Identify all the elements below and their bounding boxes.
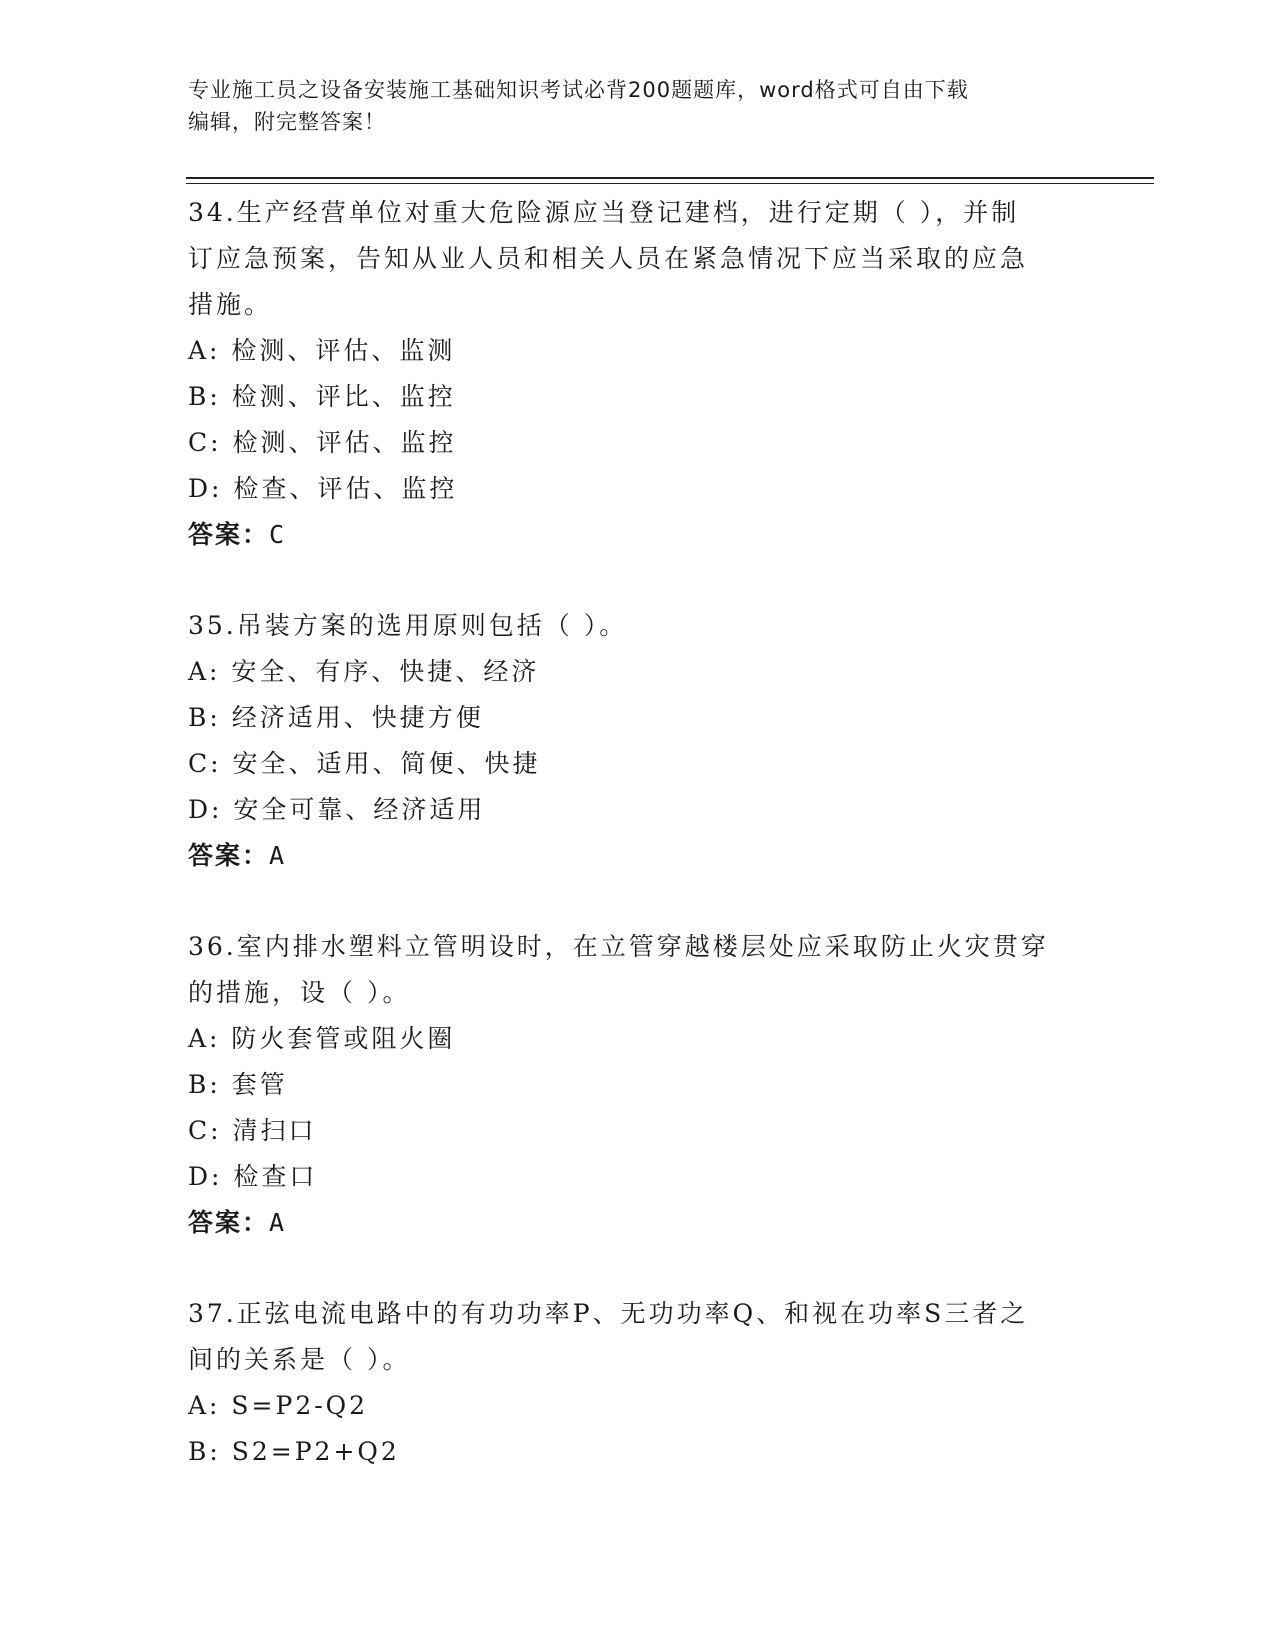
question-text-line: 37.正弦电流电路中的有功功率P、无功功率Q、和视在功率S三者之 [188,1299,1029,1328]
header-divider-thick [186,177,1154,179]
option-c: C: 清扫口 [188,1116,317,1145]
option-d: D: 检查口 [188,1162,318,1191]
option-d: D: 检查、评估、监控 [188,474,458,503]
option-b: B: 套管 [188,1070,288,1099]
option-d: D: 安全可靠、经济适用 [188,795,486,824]
question-text-line: 订应急预案，告知从业人员和相关人员在紧急情况下应当采取的应急 [188,244,1029,273]
answer-label: 答案： [188,520,270,549]
option-a: A: S=P2-Q2 [188,1391,369,1420]
question-text-line: 34.生产经营单位对重大危险源应当登记建档，进行定期（ ），并制 [188,198,1020,227]
question-text-line: 间的关系是（ ）。 [188,1345,411,1374]
question-text-line: 的措施，设（ ）。 [188,978,411,1007]
header-line-2: 编辑，附完整答案！ [188,110,386,134]
question-36 [188,924,1088,1246]
question-text-line: 35.吊装方案的选用原则包括（ ）。 [188,611,628,640]
option-a: A: 防火套管或阻火圈 [188,1024,456,1053]
answer-line [188,833,1088,879]
option-b: B: 检测、评比、监控 [188,382,456,411]
option-b: B: S2=P2+Q2 [188,1437,400,1466]
answer-value: C [269,520,287,549]
question-text-line: 36.室内排水塑料立管明设时，在立管穿越楼层处应采取防止火灾贯穿 [188,932,1049,961]
option-a: A: 检测、评估、监测 [188,336,456,365]
answer-value: A [269,1208,287,1237]
question-34 [188,190,1088,558]
answer-label: 答案： [188,1208,270,1237]
answer-label: 答案： [188,841,270,870]
question-37 [188,1291,1088,1475]
question-list [188,190,1088,1520]
option-c: C: 安全、适用、简便、快捷 [188,749,541,778]
option-b: B: 经济适用、快捷方便 [188,703,484,732]
header-divider-thin [186,183,1154,184]
document-header [188,74,1088,138]
answer-value: A [269,841,287,870]
option-c: C: 检测、评估、监控 [188,428,457,457]
answer-line [188,512,1088,558]
option-a: A: 安全、有序、快捷、经济 [188,657,540,686]
answer-line [188,1200,1088,1246]
question-35 [188,603,1088,879]
question-text-line: 措施。 [188,290,273,319]
header-line-1: 专业施工员之设备安装施工基础知识考试必背200题题库，word格式可自由下载 [188,78,969,102]
